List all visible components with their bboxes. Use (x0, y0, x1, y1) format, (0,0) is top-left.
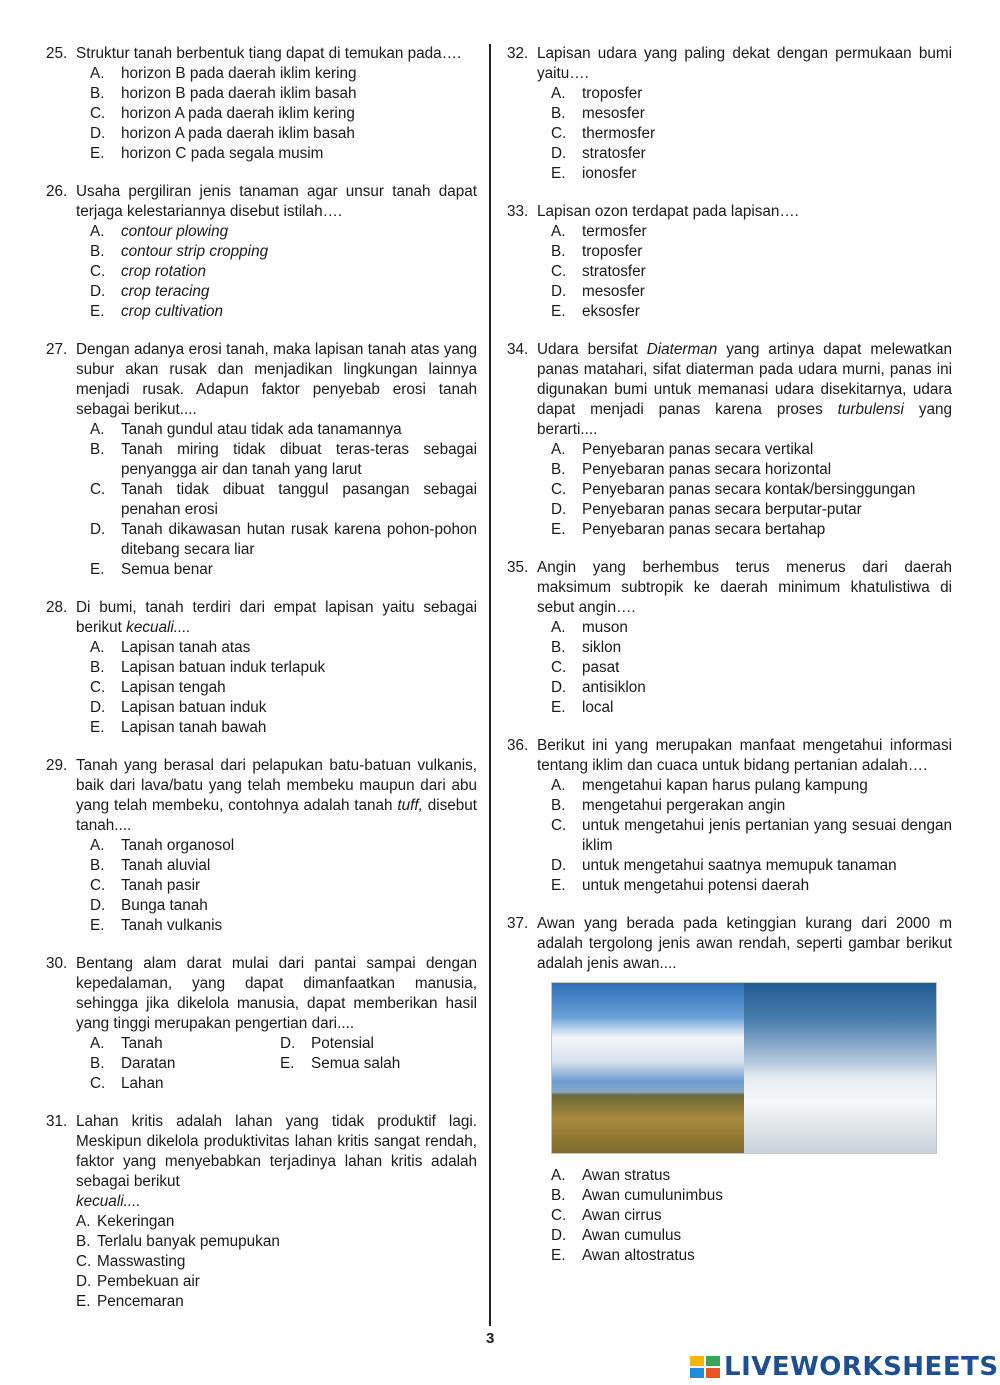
logo-icon (690, 1356, 720, 1378)
option-c[interactable]: C. Awan cirrus (551, 1207, 662, 1224)
option-a[interactable]: A. horizon B pada daerah iklim kering (90, 65, 357, 82)
option-d[interactable]: D. Tanah dikawasan hutan rusak karena pohon-pohon ditebang secara liar (90, 521, 477, 558)
option-b[interactable]: B. siklon (551, 639, 622, 656)
option-a[interactable]: A. Penyebaran panas secara vertikal (551, 441, 814, 458)
option-d[interactable]: D. stratosfer (551, 145, 646, 162)
question-29 (46, 756, 477, 936)
right-column (507, 44, 952, 1284)
option-b[interactable]: B. Terlalu banyak pemupukan (76, 1233, 280, 1250)
question-stem: Lapisan udara yang paling dekat dengan permukaan bumi yaitu…. (537, 45, 952, 82)
question-stem: Tanah yang berasal dari pelapukan batu-batuan vulkanis, baik dari lava/batu yang telah membeku maupun dari abu yang telah membeku, contohnya adalah tanah tuff, disebut tanah.... (76, 757, 478, 834)
question-37 (507, 914, 952, 1266)
option-e[interactable]: E. Semua benar (90, 561, 213, 578)
question-number: 26. (46, 183, 68, 200)
column-divider (489, 44, 491, 1326)
option-d[interactable]: D. Lapisan batuan induk (90, 699, 267, 716)
option-c[interactable]: C. horizon A pada daerah iklim kering (90, 105, 355, 122)
option-a[interactable]: A. Tanah (90, 1035, 163, 1052)
option-b[interactable]: B. Tanah aluvial (90, 857, 211, 874)
option-e[interactable]: E. Semua salah (280, 1055, 401, 1072)
question-stem: Dengan adanya erosi tanah, maka lapisan tanah atas yang subur akan rusak dan menjadikan lingkungan lainnya menjadi rusak. Adapun faktor penyebab erosi tanah sebagai berikut.... (76, 341, 477, 418)
option-d[interactable]: D. untuk mengetahui saatnya memupuk tanaman (551, 857, 897, 874)
option-d[interactable]: D. Bunga tanah (90, 897, 208, 914)
question-32 (507, 44, 952, 184)
option-a[interactable]: A. Kekeringan (76, 1213, 175, 1230)
question-number: 33. (507, 203, 529, 220)
option-c[interactable]: C. thermosfer (551, 125, 656, 142)
option-c[interactable]: C. pasat (551, 659, 620, 676)
question-33 (507, 202, 952, 322)
cloud-layer-aerial-image (744, 983, 936, 1153)
question-27 (46, 340, 477, 580)
question-number: 31. (46, 1113, 68, 1130)
option-c[interactable]: C. untuk mengetahui jenis pertanian yang sesuai dengan iklim (551, 817, 952, 854)
option-a[interactable]: A. mengetahui kapan harus pulang kampung (551, 777, 868, 794)
option-d[interactable]: D. Potensial (280, 1035, 374, 1052)
question-36 (507, 736, 952, 896)
option-b[interactable]: B. mengetahui pergerakan angin (551, 797, 786, 814)
question-35 (507, 558, 952, 718)
question-number: 28. (46, 599, 68, 616)
question-stem: Lapisan ozon terdapat pada lapisan…. (537, 203, 799, 220)
option-d[interactable]: D. horizon A pada daerah iklim basah (90, 125, 355, 142)
option-a[interactable]: A. Lapisan tanah atas (90, 639, 251, 656)
option-b[interactable]: B. troposfer (551, 243, 643, 260)
question-25 (46, 44, 477, 164)
option-c[interactable]: C. crop rotation (90, 263, 207, 280)
option-e[interactable]: E. eksosfer (551, 303, 640, 320)
option-d[interactable]: D. mesosfer (551, 283, 645, 300)
question-stem: Awan yang berada pada ketinggian kurang dari 2000 m adalah tergolong jenis awan rendah, seperti gambar berikut adalah jenis awan.... (537, 915, 952, 972)
option-e[interactable]: E. horizon C pada segala musim (90, 145, 324, 162)
question-stem: Berikut ini yang merupakan manfaat mengetahui informasi tentang iklim dan cuaca untuk bidang pertanian adalah…. (537, 737, 952, 774)
question-number: 34. (507, 341, 529, 358)
brand-text: LIVEWORKSHEETS (724, 1352, 999, 1382)
option-b[interactable]: B. contour strip cropping (90, 243, 269, 260)
question-number: 25. (46, 45, 68, 62)
option-c[interactable]: C. Tanah tidak dibuat tanggul pasangan sebagai penahan erosi (90, 481, 477, 518)
option-c[interactable]: C. stratosfer (551, 263, 646, 280)
question-stem: Udara bersifat Diaterman yang artinya dapat melewatkan panas matahari, sifat diaterman pada udara murni, panas ini digunakan bumi untuk memanasi udara disekitarnya, udara dapat menjadi panas karena proses turbulensi yang berarti.... (537, 341, 953, 438)
question-stem: Struktur tanah berbentuk tiang dapat di temukan pada…. (76, 45, 462, 62)
question-number: 36. (507, 737, 529, 754)
option-b[interactable]: B. horizon B pada daerah iklim basah (90, 85, 357, 102)
question-30 (46, 954, 477, 1094)
option-b[interactable]: B. Penyebaran panas secara horizontal (551, 461, 832, 478)
option-b[interactable]: B. Awan cumulunimbus (551, 1187, 723, 1204)
option-e[interactable]: E. Pencemaran (76, 1293, 184, 1310)
option-e[interactable]: E. Tanah vulkanis (90, 917, 223, 934)
option-b[interactable]: B. Lapisan batuan induk terlapuk (90, 659, 326, 676)
option-e[interactable]: E. Lapisan tanah bawah (90, 719, 267, 736)
option-c[interactable]: C. Lahan (90, 1075, 164, 1092)
question-28 (46, 598, 477, 738)
question-stem: Di bumi, tanah terdiri dari empat lapisan yaitu sebagai berikut kecuali.... (76, 599, 477, 636)
option-e[interactable]: E. ionosfer (551, 165, 637, 182)
left-column (46, 44, 477, 1330)
option-b[interactable]: B. mesosfer (551, 105, 645, 122)
question-number: 27. (46, 341, 68, 358)
option-a[interactable]: A. Awan stratus (551, 1167, 671, 1184)
option-d[interactable]: D. Awan cumulus (551, 1227, 682, 1244)
question-number: 35. (507, 559, 529, 576)
option-e[interactable]: E. Penyebaran panas secara bertahap (551, 521, 826, 538)
option-c[interactable]: C. Masswasting (76, 1253, 186, 1270)
option-a[interactable]: A. contour plowing (90, 223, 229, 240)
cumulus-over-field-image (552, 983, 744, 1153)
liveworksheets-logo (690, 1352, 999, 1382)
question-number: 29. (46, 757, 68, 774)
option-a[interactable]: A. termosfer (551, 223, 647, 240)
question-stem: Usaha pergiliran jenis tanaman agar unsur tanah dapat terjaga kelestariannya disebut istilah…. (76, 183, 477, 220)
option-d[interactable]: D. Penyebaran panas secara berputar-putar (551, 501, 862, 518)
question-stem: Bentang alam darat mulai dari pantai sampai dengan kepedalaman, yang dapat dimanfaatkan manusia, sehingga jika dikelola manusia, dapat memberikan hasil yang tinggi merupakan pengertian dari.... (76, 955, 477, 1032)
option-b[interactable]: B. Daratan (90, 1055, 176, 1072)
question-number: 32. (507, 45, 529, 62)
option-c[interactable]: C. Tanah pasir (90, 877, 201, 894)
option-a[interactable]: A. muson (551, 619, 628, 636)
question-31 (46, 1112, 477, 1312)
cloud-photo (551, 982, 937, 1154)
option-d[interactable]: D. crop teracing (90, 283, 210, 300)
question-stem: Angin yang berhembus terus menerus dari daerah maksimum subtropik ke daerah minimum khatulistiwa di sebut angin…. (537, 559, 952, 616)
question-stem: Lahan kritis adalah lahan yang tidak produktif lagi. Meskipun dikelola produktivitas lahan kritis sangat rendah, faktor yang menyebabkan terjadinya lahan kritis adalah sebagai berikut kecuali.... (76, 1113, 477, 1210)
question-34 (507, 340, 952, 540)
question-26 (46, 182, 477, 322)
option-d[interactable]: D. Pembekuan air (76, 1273, 200, 1290)
option-e[interactable]: E. Awan altostratus (551, 1247, 695, 1264)
option-d[interactable]: D. antisiklon (551, 679, 646, 696)
option-e[interactable]: E. local (551, 699, 614, 716)
option-e[interactable]: E. crop cultivation (90, 303, 224, 320)
option-c[interactable]: C. Lapisan tengah (90, 679, 226, 696)
page-number: 3 (486, 1330, 495, 1347)
question-number: 30. (46, 955, 68, 972)
option-e[interactable]: E. untuk mengetahui potensi daerah (551, 877, 810, 894)
option-b[interactable]: B. Tanah miring tidak dibuat teras-teras sebagai penyangga air dan tanah yang larut (90, 441, 477, 478)
option-a[interactable]: A. troposfer (551, 85, 643, 102)
question-number: 37. (507, 915, 529, 932)
option-c[interactable]: C. Penyebaran panas secara kontak/bersinggungan (551, 481, 916, 498)
option-a[interactable]: A. Tanah organosol (90, 837, 235, 854)
option-a[interactable]: A. Tanah gundul atau tidak ada tanamannya (90, 421, 402, 438)
